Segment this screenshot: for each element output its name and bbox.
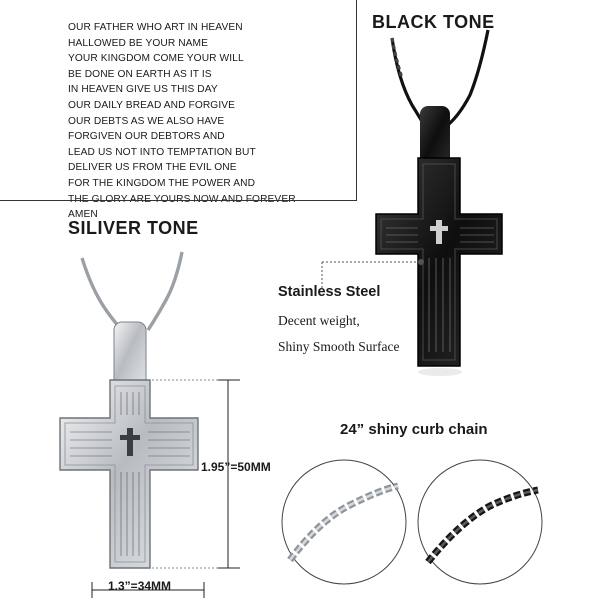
prayer-line: OUR DEBTS AS WE ALSO HAVE <box>68 115 225 127</box>
silver-bail <box>114 322 146 388</box>
prayer-line: FORGIVEN OUR DEBTORS AND <box>68 131 225 143</box>
black-chain-closeup <box>418 460 542 584</box>
shiny-surface-label: Shiny Smooth Surface <box>278 339 400 354</box>
prayer-line: AMEN <box>68 209 98 221</box>
prayer-line: DELIVER US FROM THE EVIL ONE <box>68 162 237 174</box>
silver-cross <box>60 380 198 568</box>
width-dimension-label: 1.3”=34MM <box>108 579 172 593</box>
prayer-line: OUR FATHER WHO ART IN HEAVEN <box>68 22 243 33</box>
stainless-steel-label: Stainless Steel <box>278 284 381 300</box>
silver-tone-title: SILIVER TONE <box>68 218 199 238</box>
height-dimension-label: 1.95”=50MM <box>201 460 271 474</box>
black-tone-title: BLACK TONE <box>372 12 495 32</box>
prayer-line: FOR THE KINGDOM THE POWER AND <box>68 177 256 189</box>
prayer-line: HALLOWED BE YOUR NAME <box>68 37 209 49</box>
silver-chain-closeup <box>282 460 406 584</box>
chain-length-label: 24” shiny curb chain <box>340 421 488 438</box>
prayer-line: BE DONE ON EARTH AS IT IS <box>68 68 212 80</box>
prayer-line: OUR DAILY BREAD AND FORGIVE <box>68 99 236 111</box>
prayer-line: LEAD US NOT INTO TEMPTATION BUT <box>68 146 256 158</box>
prayer-line: IN HEAVEN GIVE US THIS DAY <box>68 84 218 96</box>
silver-chain <box>82 252 182 330</box>
prayer-line: YOUR KINGDOM COME YOUR WILL <box>68 53 244 65</box>
decent-weight-label: Decent weight, <box>278 313 360 328</box>
height-dimension-line <box>218 380 240 568</box>
